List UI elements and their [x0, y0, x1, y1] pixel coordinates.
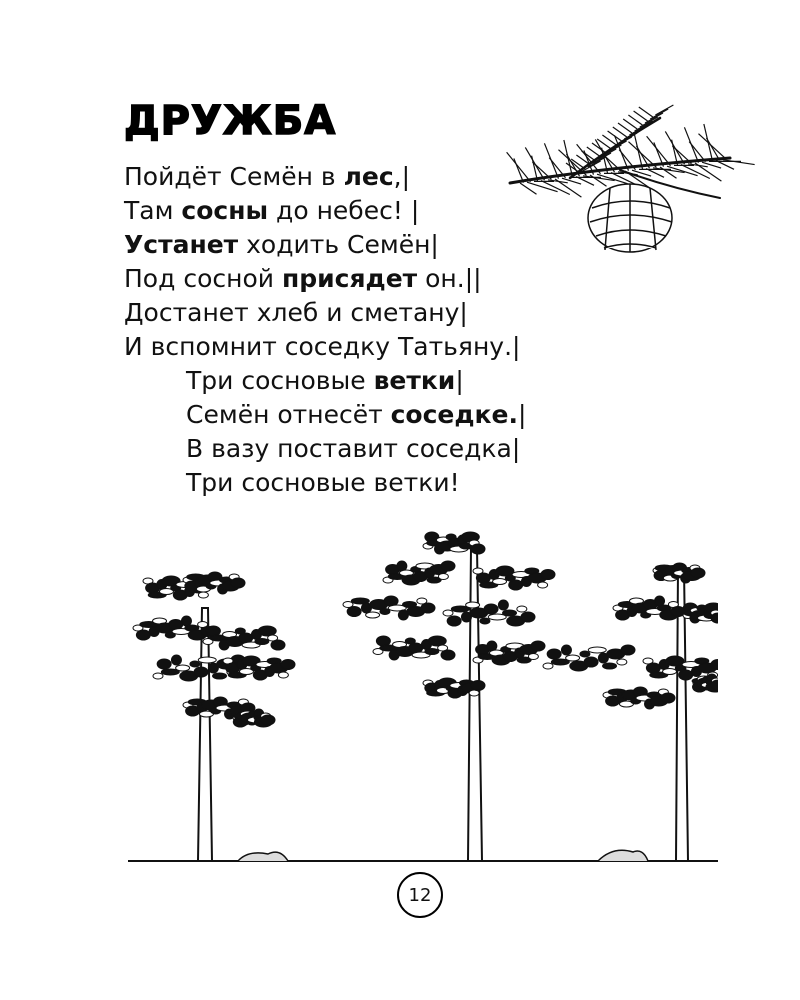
- poem-text: Там: [124, 196, 182, 225]
- poem-text: до небес! |: [268, 196, 420, 225]
- poem-text: Достанет хлеб и сметану|: [124, 298, 468, 327]
- poem-line: [124, 228, 526, 262]
- poem-text: Семён отнесёт: [186, 400, 391, 429]
- poem-line: [124, 160, 526, 194]
- poem-bold-word: присядет: [281, 264, 418, 293]
- poem-bold-word: ветки: [373, 366, 456, 395]
- poem-line: [124, 194, 526, 228]
- poem-text: Пойдёт Семён в: [124, 162, 344, 191]
- poem-bold-word: лес: [343, 162, 394, 191]
- poem-line: [124, 364, 526, 398]
- poem-text: он.||: [417, 264, 482, 293]
- poem-line: [124, 466, 526, 500]
- poem: [124, 160, 526, 500]
- poem-line: [124, 432, 526, 466]
- poem-line: [124, 330, 526, 364]
- poem-text: И вспомнит соседку Татьяну.|: [124, 332, 521, 361]
- poem-text: |: [517, 400, 527, 429]
- page-number: 12: [397, 872, 443, 918]
- poem-text: ходить Семён|: [238, 230, 439, 259]
- poem-text: Три сосновые ветки!: [186, 468, 460, 497]
- pine-branch-cone-illustration: [480, 88, 760, 268]
- poem-text: ,|: [393, 162, 411, 191]
- poem-text: Под сосной: [124, 264, 282, 293]
- poem-bold-word: Устанет: [124, 230, 239, 259]
- poem-bold-word: сосны: [181, 196, 269, 225]
- poem-line: [124, 262, 526, 296]
- poem-bold-word: соседке.: [390, 400, 518, 429]
- poem-text: В вазу поставит соседка|: [186, 434, 521, 463]
- page-title: ДРУЖБА: [124, 98, 337, 144]
- poem-line: [124, 398, 526, 432]
- poem-text: Три сосновые: [186, 366, 374, 395]
- pine-trees-illustration: [128, 528, 718, 868]
- poem-text: |: [455, 366, 464, 395]
- poem-line: [124, 296, 526, 330]
